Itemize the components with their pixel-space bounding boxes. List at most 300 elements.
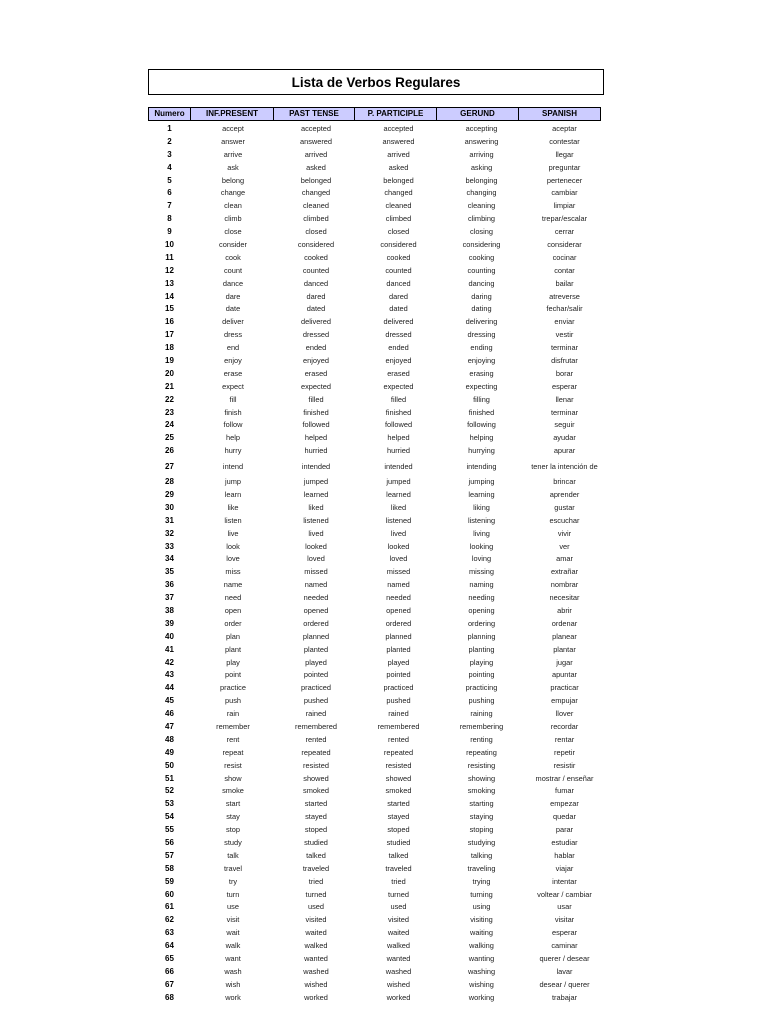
spanish-cell: tener la intención de bbox=[531, 461, 598, 471]
table-row bbox=[148, 367, 606, 380]
row-number: 67 bbox=[165, 979, 174, 989]
table-row bbox=[148, 565, 606, 578]
inf-present-cell: practice bbox=[220, 683, 246, 693]
inf-present-cell: intend bbox=[222, 461, 244, 471]
past-participle-cell: practiced bbox=[383, 683, 414, 693]
table-row bbox=[148, 212, 606, 225]
spanish-cell: limpiar bbox=[553, 201, 576, 211]
past-tense-cell: delivered bbox=[301, 317, 331, 327]
table-row bbox=[148, 302, 606, 315]
table-row bbox=[148, 251, 606, 264]
table-row bbox=[148, 527, 606, 540]
inf-present-cell: change bbox=[220, 188, 246, 198]
inf-present-cell: play bbox=[226, 657, 240, 667]
past-tense-cell: dressed bbox=[302, 330, 330, 340]
past-tense-cell: filled bbox=[308, 394, 324, 404]
table-row bbox=[148, 199, 606, 212]
spanish-cell: aprender bbox=[549, 489, 580, 499]
gerund-cell: dating bbox=[471, 304, 492, 314]
past-tense-cell: belonged bbox=[300, 175, 332, 185]
table-row bbox=[148, 225, 606, 238]
row-number: 14 bbox=[165, 291, 174, 301]
past-tense-cell: worked bbox=[304, 992, 328, 1002]
past-participle-cell: visited bbox=[388, 915, 409, 925]
spanish-cell: ver bbox=[559, 541, 570, 551]
row-number: 5 bbox=[167, 175, 172, 185]
past-tense-cell: turned bbox=[305, 889, 327, 899]
past-participle-cell: used bbox=[390, 902, 407, 912]
past-participle-cell: loved bbox=[389, 554, 408, 564]
table-row bbox=[148, 707, 606, 720]
inf-present-cell: point bbox=[224, 670, 242, 680]
inf-present-cell: listen bbox=[224, 515, 242, 525]
inf-present-cell: cook bbox=[225, 252, 241, 262]
gerund-cell: counting bbox=[467, 265, 496, 275]
past-participle-cell: walked bbox=[386, 941, 410, 951]
spanish-cell: resistir bbox=[553, 760, 576, 770]
spanish-cell: preguntar bbox=[548, 162, 581, 172]
row-number: 46 bbox=[165, 709, 174, 719]
inf-present-cell: wait bbox=[226, 928, 240, 938]
table-row bbox=[148, 393, 606, 406]
spanish-cell: considerar bbox=[547, 239, 582, 249]
spanish-cell: nombrar bbox=[550, 580, 579, 590]
table-row bbox=[148, 759, 606, 772]
spanish-cell: quedar bbox=[552, 812, 576, 822]
past-tense-cell: tried bbox=[308, 876, 324, 886]
spanish-cell: bailar bbox=[555, 278, 574, 288]
inf-present-cell: finish bbox=[224, 407, 242, 417]
table-row bbox=[148, 746, 606, 759]
gerund-cell: following bbox=[467, 420, 496, 430]
inf-present-cell: name bbox=[223, 580, 243, 590]
inf-present-cell: wash bbox=[224, 966, 242, 976]
past-participle-cell: repeated bbox=[383, 747, 414, 757]
row-number: 65 bbox=[165, 954, 174, 964]
gerund-cell: dressing bbox=[467, 330, 496, 340]
past-participle-cell: wanted bbox=[386, 954, 411, 964]
past-tense-cell: dated bbox=[306, 304, 326, 314]
row-number: 53 bbox=[165, 799, 174, 809]
gerund-cell: erasing bbox=[469, 368, 494, 378]
row-number: 2 bbox=[167, 136, 172, 146]
row-number: 29 bbox=[165, 489, 174, 499]
past-participle-cell: answered bbox=[382, 136, 415, 146]
spanish-cell: extrañar bbox=[550, 567, 579, 577]
table-row bbox=[148, 380, 606, 393]
gerund-cell: renting bbox=[470, 734, 493, 744]
past-participle-cell: played bbox=[387, 657, 410, 667]
past-tense-cell: cleaned bbox=[303, 201, 329, 211]
row-number: 57 bbox=[165, 850, 174, 860]
inf-present-cell: arrive bbox=[223, 149, 243, 159]
table-row bbox=[148, 444, 606, 457]
inf-present-cell: love bbox=[226, 554, 240, 564]
table-row bbox=[148, 656, 606, 669]
spanish-cell: brincar bbox=[553, 477, 576, 487]
row-number: 19 bbox=[165, 355, 174, 365]
spanish-cell: voltear / cambiar bbox=[537, 889, 592, 899]
spanish-cell: llegar bbox=[555, 149, 574, 159]
spanish-cell: vivir bbox=[557, 528, 572, 538]
past-tense-cell: used bbox=[307, 902, 325, 912]
row-number: 32 bbox=[165, 528, 174, 538]
row-number: 60 bbox=[165, 889, 174, 899]
table-row bbox=[148, 875, 606, 888]
gerund-cell: accepting bbox=[465, 123, 498, 133]
past-participle-cell: ended bbox=[388, 343, 409, 353]
spanish-cell: repetir bbox=[554, 747, 575, 757]
past-participle-cell: smoked bbox=[385, 786, 412, 796]
past-participle-cell: followed bbox=[384, 420, 413, 430]
gerund-cell: showing bbox=[467, 773, 496, 783]
table-row bbox=[148, 488, 606, 501]
table-row bbox=[148, 694, 606, 707]
table-row bbox=[148, 630, 606, 643]
row-number: 64 bbox=[165, 941, 174, 951]
gerund-cell: turning bbox=[470, 889, 493, 899]
past-tense-cell: listened bbox=[303, 515, 329, 525]
table-row bbox=[148, 978, 606, 991]
row-number: 24 bbox=[165, 420, 174, 430]
table-row bbox=[148, 148, 606, 161]
row-number: 26 bbox=[165, 446, 174, 456]
past-tense-cell: accepted bbox=[301, 123, 331, 133]
past-tense-cell: jumped bbox=[303, 477, 329, 487]
past-participle-cell: finished bbox=[385, 407, 412, 417]
past-participle-cell: enjoyed bbox=[385, 355, 412, 365]
gerund-cell: changing bbox=[466, 188, 497, 198]
table-row bbox=[148, 264, 606, 277]
spanish-cell: enviar bbox=[554, 317, 575, 327]
past-participle-cell: cleaned bbox=[385, 201, 412, 211]
past-participle-cell: closed bbox=[387, 227, 410, 237]
past-tense-cell: followed bbox=[302, 420, 330, 430]
table-row bbox=[148, 681, 606, 694]
inf-present-cell: walk bbox=[225, 941, 241, 951]
inf-present-cell: stay bbox=[226, 812, 240, 822]
spanish-cell: recordar bbox=[550, 722, 579, 732]
past-participle-cell: opened bbox=[386, 606, 411, 615]
past-tense-cell: liked bbox=[308, 502, 324, 512]
row-number: 6 bbox=[167, 188, 172, 198]
spanish-cell: ordenar bbox=[551, 618, 578, 628]
inf-present-cell: open bbox=[224, 606, 242, 615]
inf-present-cell: rent bbox=[226, 734, 240, 744]
inf-present-cell: dress bbox=[223, 330, 243, 340]
spanish-cell: apuntar bbox=[551, 670, 578, 680]
table-row bbox=[148, 514, 606, 527]
gerund-cell: visiting bbox=[470, 915, 493, 925]
past-participle-cell: liked bbox=[390, 502, 407, 512]
spanish-cell: atreverse bbox=[549, 291, 580, 301]
table-row bbox=[148, 418, 606, 431]
table-row bbox=[148, 823, 606, 836]
gerund-cell: answering bbox=[464, 136, 499, 146]
gerund-cell: loving bbox=[471, 554, 492, 564]
past-tense-cell: resisted bbox=[303, 760, 329, 770]
past-participle-cell: belonged bbox=[383, 175, 414, 185]
inf-present-cell: climb bbox=[224, 214, 242, 224]
table-row bbox=[148, 354, 606, 367]
gerund-cell: opening bbox=[468, 606, 495, 615]
gerund-cell: talking bbox=[470, 850, 493, 860]
past-participle-cell: pushed bbox=[386, 696, 411, 706]
spanish-cell: esperar bbox=[551, 381, 578, 391]
past-participle-cell: wished bbox=[386, 979, 410, 989]
row-number: 23 bbox=[165, 407, 174, 417]
past-tense-cell: planted bbox=[303, 644, 329, 654]
table-row bbox=[148, 991, 606, 1004]
past-tense-cell: repeated bbox=[301, 747, 331, 757]
past-participle-cell: rented bbox=[388, 734, 409, 744]
table-row bbox=[148, 328, 606, 341]
spanish-cell: disfrutar bbox=[551, 355, 578, 365]
table-row bbox=[148, 591, 606, 604]
row-number: 20 bbox=[165, 368, 174, 378]
row-number: 25 bbox=[165, 433, 174, 443]
past-participle-cell: delivered bbox=[383, 317, 414, 327]
past-tense-cell: practiced bbox=[301, 683, 331, 693]
past-participle-cell: washed bbox=[385, 966, 412, 976]
table-row bbox=[148, 836, 606, 849]
table-row bbox=[148, 965, 606, 978]
past-participle-cell: erased bbox=[387, 368, 410, 378]
spanish-cell: intentar bbox=[552, 876, 577, 886]
gerund-cell: climbing bbox=[467, 214, 496, 224]
row-number: 40 bbox=[165, 631, 174, 641]
past-tense-cell: needed bbox=[303, 593, 329, 603]
row-number: 30 bbox=[165, 502, 174, 512]
past-tense-cell: pointed bbox=[303, 670, 329, 680]
row-number: 68 bbox=[165, 992, 174, 1002]
row-number: 47 bbox=[165, 722, 174, 732]
spanish-cell: terminar bbox=[550, 407, 579, 417]
header-inf-present: INF.PRESENT bbox=[190, 107, 274, 121]
past-tense-cell: opened bbox=[303, 606, 329, 615]
row-number: 54 bbox=[165, 812, 174, 822]
gerund-cell: starting bbox=[469, 799, 494, 809]
inf-present-cell: hurry bbox=[224, 446, 242, 456]
row-number: 34 bbox=[165, 554, 174, 564]
spanish-cell: seguir bbox=[554, 420, 575, 430]
gerund-cell: planning bbox=[467, 631, 496, 641]
past-participle-cell: dated bbox=[389, 304, 408, 314]
inf-present-cell: dance bbox=[222, 278, 244, 288]
past-tense-cell: lived bbox=[308, 528, 324, 538]
inf-present-cell: answer bbox=[221, 136, 245, 146]
gerund-cell: ending bbox=[470, 343, 493, 353]
page-title: Lista de Verbos Regulares bbox=[148, 69, 604, 95]
spanish-cell: plantar bbox=[553, 644, 576, 654]
inf-present-cell: rain bbox=[226, 709, 240, 719]
header-gerund: GERUND bbox=[436, 107, 519, 121]
gerund-cell: enjoying bbox=[467, 355, 496, 365]
spanish-cell: aceptar bbox=[552, 123, 577, 133]
spanish-cell: visitar bbox=[554, 915, 575, 925]
row-number: 38 bbox=[165, 606, 174, 615]
spanish-cell: rentar bbox=[554, 734, 575, 744]
spanish-cell: cocinar bbox=[552, 252, 577, 262]
table-row bbox=[148, 849, 606, 862]
past-tense-cell: climbed bbox=[303, 214, 329, 224]
gerund-cell: naming bbox=[469, 580, 494, 590]
row-number: 42 bbox=[165, 657, 174, 667]
inf-present-cell: plant bbox=[224, 644, 242, 654]
past-participle-cell: helped bbox=[387, 433, 410, 443]
row-number: 10 bbox=[165, 239, 174, 249]
past-participle-cell: stoped bbox=[387, 825, 410, 835]
past-tense-cell: stoped bbox=[304, 825, 328, 835]
past-tense-cell: loved bbox=[307, 554, 325, 564]
verb-table-body bbox=[148, 122, 606, 1004]
gerund-cell: playing bbox=[469, 657, 494, 667]
table-row bbox=[148, 406, 606, 419]
inf-present-cell: smoke bbox=[222, 786, 244, 796]
gerund-cell: trying bbox=[472, 876, 491, 886]
past-participle-cell: pointed bbox=[386, 670, 411, 680]
table-row bbox=[148, 720, 606, 733]
row-number: 9 bbox=[167, 227, 172, 237]
row-number: 66 bbox=[165, 966, 174, 976]
spanish-cell: llenar bbox=[555, 394, 574, 404]
spanish-cell: pertenecer bbox=[546, 175, 583, 185]
past-tense-cell: smoked bbox=[303, 786, 329, 796]
past-tense-cell: started bbox=[304, 799, 328, 809]
inf-present-cell: count bbox=[223, 265, 243, 275]
spanish-cell: terminar bbox=[550, 343, 579, 353]
past-participle-cell: stayed bbox=[387, 812, 410, 822]
inf-present-cell: date bbox=[225, 304, 241, 314]
gerund-cell: washing bbox=[467, 966, 496, 976]
past-tense-cell: stayed bbox=[305, 812, 327, 822]
gerund-cell: planting bbox=[468, 644, 495, 654]
row-number: 62 bbox=[165, 915, 174, 925]
row-number: 21 bbox=[165, 381, 174, 391]
header-spanish: SPANISH bbox=[518, 107, 601, 121]
past-participle-cell: arrived bbox=[387, 149, 410, 159]
gerund-cell: liking bbox=[473, 502, 490, 512]
spanish-cell: desear / querer bbox=[539, 979, 590, 989]
past-participle-cell: ordered bbox=[385, 618, 412, 628]
inf-present-cell: jump bbox=[224, 477, 242, 487]
past-tense-cell: considered bbox=[297, 239, 335, 249]
past-tense-cell: washed bbox=[303, 966, 329, 976]
row-number: 1 bbox=[167, 123, 172, 133]
inf-present-cell: dare bbox=[225, 291, 241, 301]
spanish-cell: lavar bbox=[556, 966, 573, 976]
spanish-cell: usar bbox=[557, 902, 572, 912]
gerund-cell: staying bbox=[469, 812, 494, 822]
spanish-cell: abrir bbox=[557, 606, 572, 615]
past-tense-cell: traveled bbox=[302, 863, 330, 873]
row-number: 52 bbox=[165, 786, 174, 796]
spanish-cell: cerrar bbox=[554, 227, 575, 237]
past-participle-cell: talked bbox=[388, 850, 409, 860]
row-number: 59 bbox=[165, 876, 174, 886]
table-row bbox=[148, 797, 606, 810]
gerund-cell: living bbox=[473, 528, 490, 538]
gerund-cell: missing bbox=[468, 567, 495, 577]
inf-present-cell: look bbox=[226, 541, 240, 551]
row-number: 48 bbox=[165, 734, 174, 744]
gerund-cell: pointing bbox=[468, 670, 495, 680]
past-participle-cell: dared bbox=[389, 291, 408, 301]
gerund-cell: listening bbox=[467, 515, 496, 525]
past-tense-cell: named bbox=[304, 580, 328, 590]
past-participle-cell: needed bbox=[386, 593, 411, 603]
table-row bbox=[148, 772, 606, 785]
inf-present-cell: stop bbox=[226, 825, 240, 835]
table-row bbox=[148, 135, 606, 148]
past-participle-cell: resisted bbox=[385, 760, 412, 770]
inf-present-cell: visit bbox=[226, 915, 240, 925]
inf-present-cell: clean bbox=[224, 201, 242, 211]
gerund-cell: hurrying bbox=[468, 446, 495, 456]
row-number: 51 bbox=[165, 773, 174, 783]
inf-present-cell: live bbox=[227, 528, 239, 538]
past-participle-cell: rained bbox=[388, 709, 409, 719]
past-participle-cell: missed bbox=[386, 567, 411, 577]
past-participle-cell: named bbox=[387, 580, 410, 590]
gerund-cell: arriving bbox=[469, 149, 494, 159]
inf-present-cell: expect bbox=[222, 381, 244, 391]
past-tense-cell: asked bbox=[306, 162, 326, 172]
past-participle-cell: studied bbox=[386, 838, 411, 848]
row-number: 35 bbox=[165, 567, 174, 577]
row-number: 43 bbox=[165, 670, 174, 680]
row-number: 3 bbox=[167, 149, 172, 159]
past-tense-cell: pushed bbox=[303, 696, 329, 706]
gerund-cell: waiting bbox=[469, 928, 493, 938]
row-number: 15 bbox=[165, 304, 174, 314]
row-number: 37 bbox=[165, 593, 174, 603]
gerund-cell: expecting bbox=[465, 381, 498, 391]
gerund-cell: studying bbox=[467, 838, 496, 848]
past-tense-cell: missed bbox=[304, 567, 328, 577]
past-participle-cell: danced bbox=[386, 278, 411, 288]
past-tense-cell: arrived bbox=[304, 149, 328, 159]
row-number: 31 bbox=[165, 515, 174, 525]
spanish-cell: ayudar bbox=[553, 433, 576, 443]
table-row bbox=[148, 540, 606, 553]
row-number: 11 bbox=[165, 252, 174, 262]
gerund-cell: daring bbox=[471, 291, 492, 301]
table-row bbox=[148, 643, 606, 656]
row-number: 50 bbox=[165, 760, 174, 770]
past-tense-cell: planned bbox=[302, 631, 330, 641]
past-participle-cell: accepted bbox=[383, 123, 414, 133]
inf-present-cell: turn bbox=[226, 889, 240, 899]
past-participle-cell: climbed bbox=[385, 214, 412, 224]
gerund-cell: raining bbox=[470, 709, 493, 719]
row-number: 22 bbox=[165, 394, 174, 404]
table-row bbox=[148, 553, 606, 566]
header-past-participle: P. PARTICIPLE bbox=[354, 107, 437, 121]
past-tense-cell: rained bbox=[305, 709, 327, 719]
past-participle-cell: lived bbox=[390, 528, 407, 538]
past-tense-cell: learned bbox=[303, 489, 329, 499]
table-row bbox=[148, 174, 606, 187]
past-participle-cell: asked bbox=[388, 162, 409, 172]
gerund-cell: looking bbox=[469, 541, 494, 551]
spanish-cell: planear bbox=[552, 631, 577, 641]
past-participle-cell: hurried bbox=[386, 446, 410, 456]
past-participle-cell: counted bbox=[385, 265, 412, 275]
row-number: 7 bbox=[167, 201, 172, 211]
table-row bbox=[148, 901, 606, 914]
row-number: 4 bbox=[167, 162, 172, 172]
